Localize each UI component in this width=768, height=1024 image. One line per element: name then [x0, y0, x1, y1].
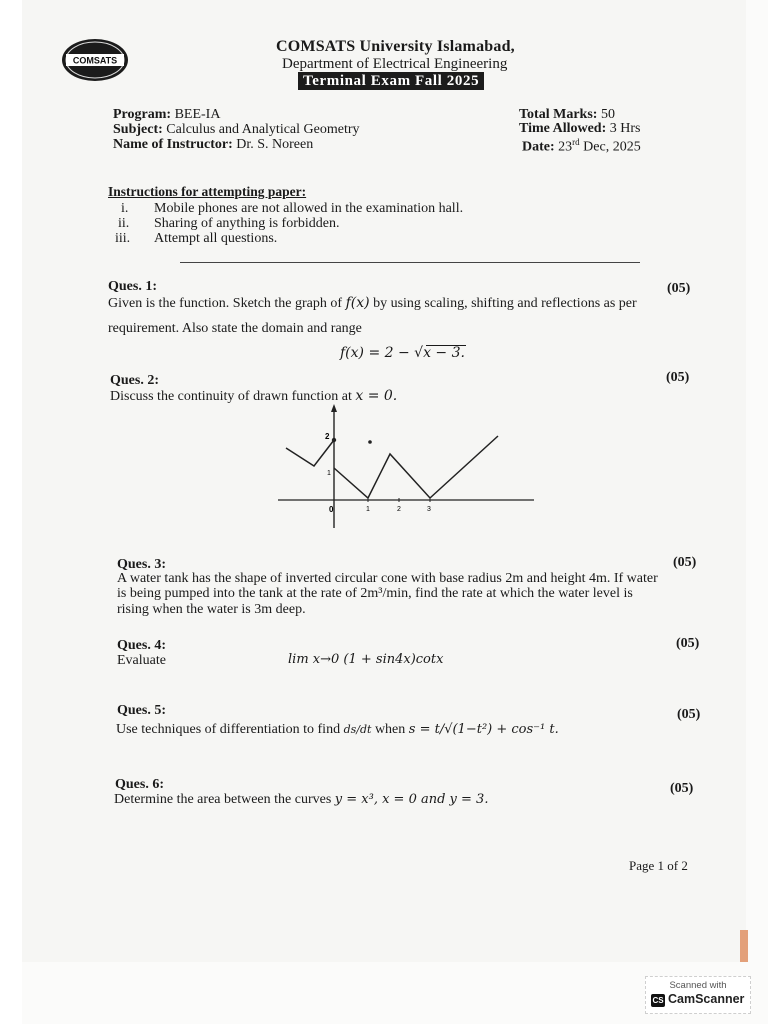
program-value: BEE-IA: [174, 107, 221, 122]
instruction-text: Sharing of anything is forbidden.: [154, 216, 340, 231]
q1-formula: f(x) = 2 − √x − 3.: [340, 345, 465, 361]
university-logo: [60, 37, 130, 83]
instruction-text: Attempt all questions.: [154, 231, 278, 246]
instruction-num: ii.: [118, 216, 130, 231]
program-line: [113, 107, 220, 122]
scanner-caption: Scanned with: [669, 980, 727, 991]
question-marks: (05): [673, 555, 697, 570]
instructor-line: [113, 137, 313, 152]
date-line: [522, 135, 641, 155]
date-suffix: rd: [572, 137, 580, 147]
camscanner-icon: CS: [652, 996, 664, 1005]
q6-formula: y = x³, x = 0 and y = 3.: [334, 792, 489, 807]
page-number: Page 1 of 2: [629, 858, 688, 873]
y-tick-2: 2: [325, 432, 330, 441]
q3-line2: is being pumped into the tank at the rate of 2m³/min, find the rate at which the water level is: [117, 586, 633, 601]
time-line: [519, 121, 640, 136]
q1-text-c: requirement. Also state the domain and range: [108, 321, 362, 336]
x-tick-3: 3: [427, 506, 431, 513]
total-marks-line: [519, 107, 615, 122]
question-label: Ques. 6:: [115, 777, 164, 792]
divider: [180, 262, 640, 263]
y-axis-arrow: [331, 404, 337, 412]
logo-text: COMSATS: [72, 55, 118, 66]
scanner-brand: CamScanner: [668, 992, 745, 1006]
instructions-title: Instructions for attempting paper:: [108, 184, 307, 199]
subject-value: Calculus and Analytical Geometry: [166, 122, 360, 137]
q5-formula: s = t/√(1−t²) + cos⁻¹ t.: [408, 722, 559, 737]
question-marks: (05): [670, 781, 694, 796]
q3-line3: rising when the water is 3m deep.: [117, 602, 306, 617]
question-label: Ques. 4:: [117, 638, 166, 653]
program-label: Program:: [113, 107, 172, 122]
camscanner-watermark: [645, 976, 751, 1014]
question-label: Ques. 1:: [108, 279, 157, 294]
q4-formula: lim x→0 (1 + sin4x)cotx: [288, 652, 444, 667]
left-margin: [0, 0, 22, 1024]
q1-text-a: Given is the function. Sketch the graph of: [108, 296, 343, 311]
q1-text-b: by using scaling, shifting and reflections as per: [373, 296, 637, 311]
q1-fx: f(x): [345, 295, 370, 311]
instructor-label: Name of Instructor:: [113, 137, 233, 152]
question-6-text: [114, 792, 488, 808]
subject-label: Subject:: [113, 122, 163, 137]
instruction-text: Mobile phones are not allowed in the examination hall.: [154, 201, 464, 216]
q2-at: x = 0.: [355, 388, 398, 404]
question-label: Ques. 2:: [110, 373, 159, 388]
total-marks-value: 50: [600, 107, 615, 122]
left-branch: [286, 440, 334, 466]
time-label: Time Allowed:: [519, 121, 607, 136]
x-tick-2: 2: [397, 506, 401, 513]
question-label: Ques. 5:: [117, 703, 166, 718]
question-label: Ques. 3:: [117, 557, 166, 572]
time-value: 3 Hrs: [609, 121, 641, 136]
q5-text-a: Use techniques of differentiation to find: [116, 722, 341, 737]
isolated-point: [368, 440, 372, 444]
y-tick-1: 1: [327, 470, 331, 477]
q3-line1: A water tank has the shape of inverted circular cone with base radius 2m and height 4m. If water: [117, 571, 658, 586]
x-tick-0: 0: [329, 505, 334, 514]
q6-text: Determine the area between the curves: [114, 792, 332, 807]
right-branch: [334, 436, 498, 498]
open-point: [332, 438, 336, 442]
subject-line: [113, 122, 360, 137]
date-label: Date:: [522, 139, 555, 155]
question-marks: (05): [677, 707, 701, 722]
question-1-text: [108, 295, 637, 312]
instruction-num: i.: [121, 201, 129, 216]
question-marks: (05): [666, 370, 690, 385]
total-marks-label: Total Marks:: [519, 107, 598, 122]
scan-edge: [740, 930, 748, 962]
function-graph: [272, 402, 537, 532]
department-name: Department of Electrical Engineering: [282, 56, 508, 72]
q4-text: Evaluate: [117, 653, 166, 668]
question-marks: (05): [667, 281, 691, 296]
exam-title: Terminal Exam Fall 2025: [298, 72, 484, 90]
university-name: COMSATS University Islamabad,: [276, 38, 515, 55]
q5-deriv: ds/dt: [343, 723, 372, 736]
instruction-num: iii.: [115, 231, 131, 246]
q2-text: Discuss the continuity of drawn function at: [110, 389, 352, 404]
instructor-value: Dr. S. Noreen: [236, 137, 314, 152]
question-5-text: [116, 722, 559, 738]
q5-text-b: when: [374, 722, 406, 737]
question-marks: (05): [676, 636, 700, 651]
x-tick-1: 1: [366, 506, 370, 513]
date-day: 23: [558, 139, 573, 155]
date-rest: Dec, 2025: [583, 139, 641, 155]
